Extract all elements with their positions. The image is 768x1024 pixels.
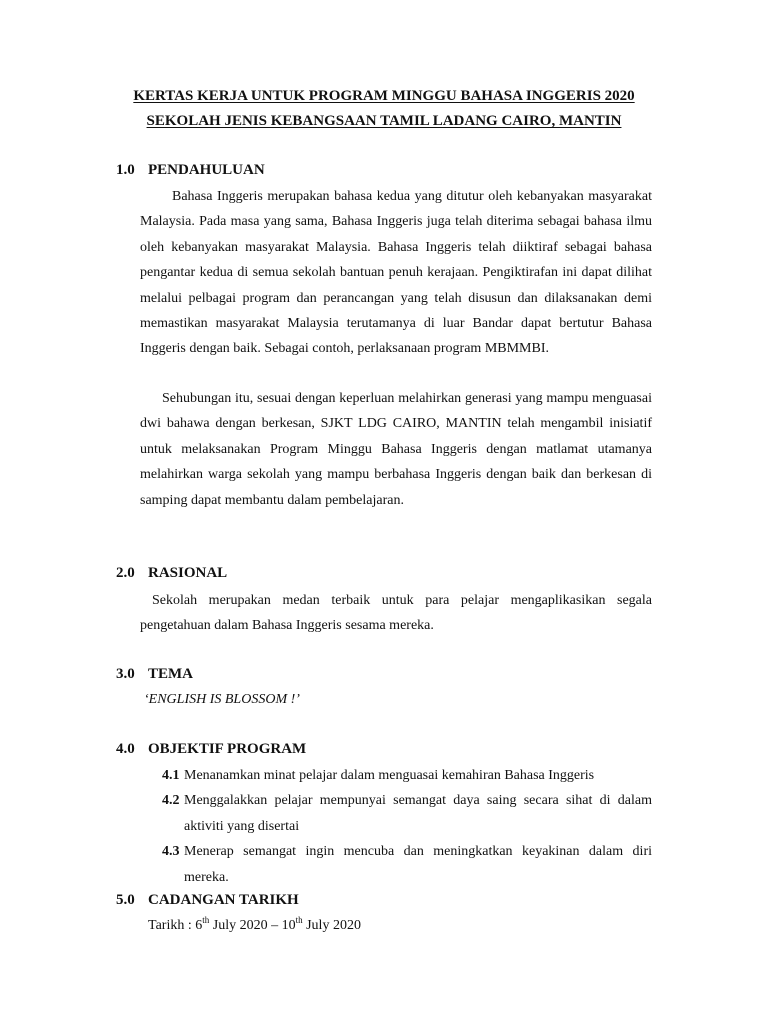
paragraph-text: Sekolah merupakan medan terbaik untuk para pelajar mengaplikasikan segala pengetahuan dalam Bahasa Inggeris sesama mereka. — [140, 593, 652, 634]
section-number: 1.0 — [116, 162, 135, 178]
document-title-line1: KERTAS KERJA UNTUK PROGRAM MINGGU BAHASA INGGERIS 2020 — [133, 88, 635, 104]
objective-number: 4.2 — [162, 793, 180, 808]
objective-item — [162, 763, 652, 789]
tarikh-label: Tarikh : 6 — [148, 918, 203, 933]
objective-item — [162, 839, 652, 890]
section-heading-cadangan-tarikh — [116, 892, 299, 909]
objective-item — [162, 788, 652, 839]
paragraph-text: Sehubungan itu, sesuai dengan keperluan melahirkan generasi yang mampu menguasai dwi bahawa dengan berkesan, SJKT LDG CAIRO, MANTIN telah mengambil inisiatif untuk melaksanakan Program Minggu Bahasa Inggeris dengan matlamat utamanya melahirkan warga sekolah yang mampu berbahasa Inggeris dengan baik dan berkesan di samping dapat membantu dalam pembelajaran. — [140, 391, 652, 508]
objective-number: 4.3 — [162, 844, 180, 859]
paragraph-rasional — [140, 588, 652, 639]
section-title: OBJEKTIF PROGRAM — [148, 741, 307, 757]
objective-number: 4.1 — [162, 768, 180, 783]
objective-text: Menggalakkan pelajar mempunyai semangat daya saing secara sihat di dalam aktiviti yang disertai — [184, 793, 652, 834]
section-heading-tema — [116, 666, 193, 683]
tarikh-suffix-start: th — [202, 915, 210, 925]
paragraph-pendahuluan-1 — [140, 184, 652, 362]
section-heading-pendahuluan — [116, 162, 265, 179]
tarikh-suffix-end: th — [295, 915, 303, 925]
section-title: CADANGAN TARIKH — [148, 892, 299, 908]
tarikh-end: July 2020 — [302, 918, 361, 933]
objective-text: Menanamkan minat pelajar dalam menguasai kemahiran Bahasa Inggeris — [184, 768, 595, 783]
theme-text: ‘ENGLISH IS BLOSSOM !’ — [144, 692, 300, 707]
section-title: PENDAHULUAN — [148, 162, 265, 178]
section-heading-rasional — [116, 565, 227, 582]
tarikh-line — [148, 915, 361, 934]
section-number: 5.0 — [116, 892, 135, 908]
section-title: TEMA — [148, 666, 193, 682]
section-heading-objektif — [116, 741, 306, 758]
section-number: 2.0 — [116, 565, 135, 581]
section-title: RASIONAL — [148, 565, 228, 581]
document-title-line2: SEKOLAH JENIS KEBANGSAAN TAMIL LADANG CAIRO, MANTIN — [146, 113, 622, 129]
section-number: 3.0 — [116, 666, 135, 682]
section-number: 4.0 — [116, 741, 135, 757]
tarikh-range: July 2020 – 10 — [209, 918, 296, 933]
objective-text: Menerap semangat ingin mencuba dan meningkatkan keyakinan dalam diri mereka. — [184, 844, 652, 885]
paragraph-pendahuluan-2 — [140, 386, 652, 513]
paragraph-text: Bahasa Inggeris merupakan bahasa kedua yang ditutur oleh kebanyakan masyarakat Malaysia. Pada masa yang sama, Bahasa Inggeris juga telah diterima sebagai bahasa ilmu oleh kebanyakan masyarakat Malaysia. Bahasa Inggeris telah diiktiraf sebagai bahasa pengantar kedua di semua sekolah bantuan penuh kerajaan. Pengiktirafan ini dapat dilihat melalui pelbagai program dan perancangan yang telah disusun dan dilaksanakan demi memastikan masyarakat Malaysia terutamanya di luar Bandar dapat bertutur Bahasa Inggeris dengan baik. Sebagai contoh, perlaksanaan program MBMMBI. — [140, 189, 652, 357]
